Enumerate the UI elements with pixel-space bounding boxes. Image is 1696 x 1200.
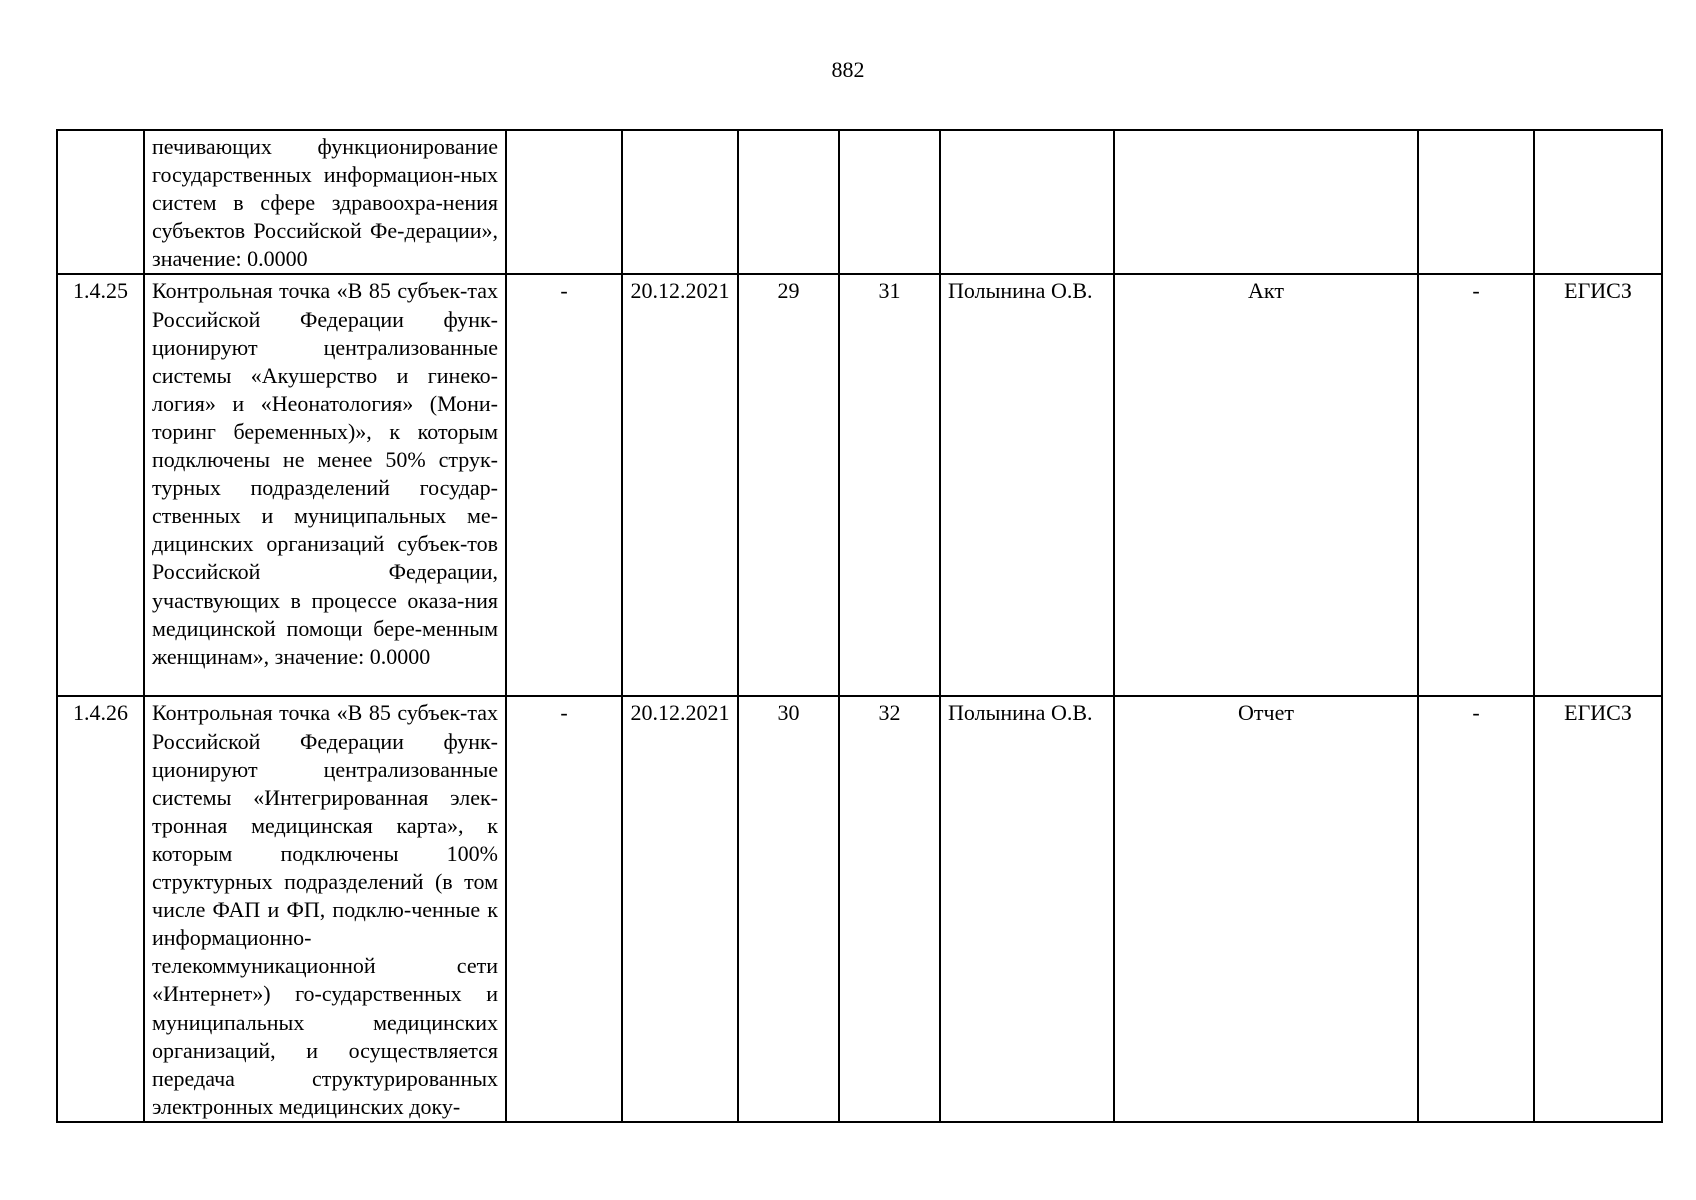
cell-end-date: 20.12.2021 xyxy=(622,696,738,1121)
cell-number xyxy=(57,130,144,274)
cell-col5 xyxy=(738,130,839,274)
cell-name xyxy=(144,130,506,274)
cell-system: ЕГИСЗ xyxy=(1534,696,1662,1121)
cell-end-date: 20.12.2021 xyxy=(622,274,738,696)
cell-system: ЕГИСЗ xyxy=(1534,274,1662,696)
cell-level xyxy=(1418,130,1534,274)
cell-start-date: - xyxy=(506,696,622,1121)
cell-name-text: Контрольная точка «В 85 субъек-тах Российской Федерации функ-ционируют централизованные системы «Акушерство и гинеко-логия» и «Неонатология» (Мони-торинг беременных)», к которым подключены не менее 50% струк-турных подразделений государ-ственных и муниципальных ме-дицинских организаций субъек-тов Российской Федерации, участвующих в процессе оказа-ния медицинской помощи бере-менным женщинам», значение: 0.0000 xyxy=(152,278,498,669)
cell-name xyxy=(144,696,506,1121)
cell-start-date: - xyxy=(506,274,622,696)
table-row xyxy=(57,696,1662,1121)
cell-responsible: Полынина О.В. xyxy=(940,274,1114,696)
cell-number: 1.4.25 xyxy=(57,274,144,696)
table-row xyxy=(57,274,1662,696)
page-number: 882 xyxy=(831,57,865,82)
cell-system xyxy=(1534,130,1662,274)
cell-col6 xyxy=(839,130,940,274)
cell-col6: 32 xyxy=(839,696,940,1121)
cell-name-text: Контрольная точка «В 85 субъек-тах Российской Федерации функ-ционируют централизованные системы «Интегрированная элек-тронная медицинская карта», к которым подключены 100% структурных подразделений (в том числе ФАП и ФП, подклю-ченные к информационно-телекоммуникационной сети «Интернет») го-сударственных и муниципальных медицинских организаций, и осуществляется передача структурированных электронных медицинских доку- xyxy=(152,700,498,1119)
cell-col6: 31 xyxy=(839,274,940,696)
cell-level: - xyxy=(1418,696,1534,1121)
cell-end-date xyxy=(622,130,738,274)
cell-number: 1.4.26 xyxy=(57,696,144,1121)
cell-name-text: печивающих функционирование государственных информацион-ных систем в сфере здравоохра-нения субъектов Российской Фе-дерации», значение: 0.0000 xyxy=(152,134,498,272)
cell-level: - xyxy=(1418,274,1534,696)
cell-start-date xyxy=(506,130,622,274)
table-row xyxy=(57,130,1662,274)
cell-document: Акт xyxy=(1114,274,1418,696)
cell-col5: 29 xyxy=(738,274,839,696)
cell-col5: 30 xyxy=(738,696,839,1121)
control-points-table xyxy=(56,129,1663,1123)
cell-responsible xyxy=(940,130,1114,274)
cell-document xyxy=(1114,130,1418,274)
cell-document: Отчет xyxy=(1114,696,1418,1121)
cell-name xyxy=(144,274,506,696)
cell-responsible: Полынина О.В. xyxy=(940,696,1114,1121)
